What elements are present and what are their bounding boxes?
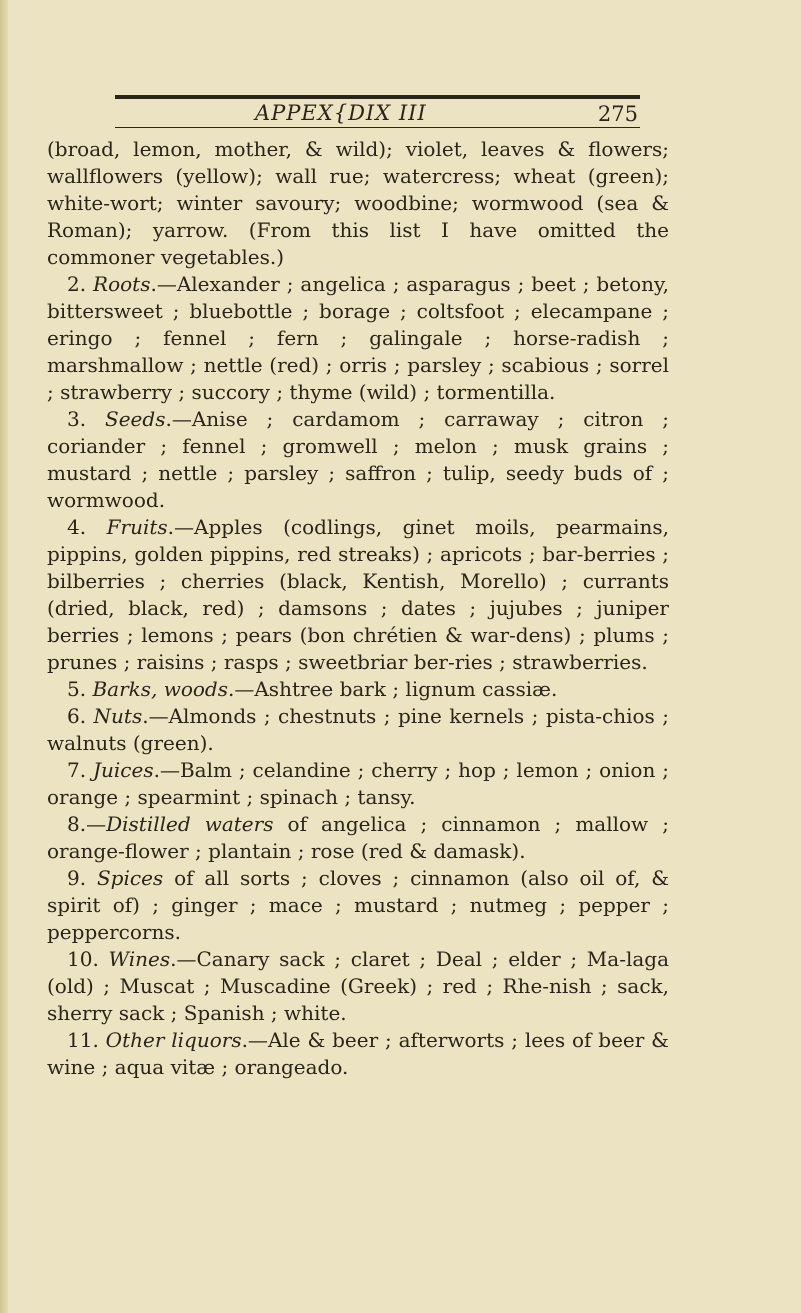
paragraph-seeds: 3. Seeds.—Anise ; cardamom ; carraway ; citron ; coriander ; fennel ; gromwell ; melon ; musk grains ; mustard ; nettle ; parsley ; saffron ; tulip, seedy buds of ; wormwood. bbox=[47, 407, 669, 512]
paragraph-spices: 9. Spices of all sorts ; cloves ; cinnamon (also oil of, & spirit of) ; ginger ; mace ; mustard ; nutmeg ; pepper ; peppercorns. bbox=[47, 866, 670, 944]
lead-seeds: Seeds bbox=[105, 407, 166, 431]
paragraph-juices: 7. Juices.—Balm ; celandine ; cherry ; hop ; lemon ; onion ; orange ; spearmint ; spinach ; tansy. bbox=[47, 758, 670, 809]
running-title: APPEX{DIX III bbox=[255, 101, 427, 125]
head-rule bbox=[115, 127, 640, 128]
lead-juices: Juices bbox=[93, 758, 154, 782]
page-number: 275 bbox=[597, 102, 638, 126]
lead-nuts: Nuts bbox=[93, 704, 143, 728]
lead-distilled: Distilled waters bbox=[106, 812, 274, 836]
lead-liquors: Other liquors bbox=[105, 1028, 242, 1052]
lead-roots: Roots bbox=[93, 272, 151, 296]
paragraph-continuation: (broad, lemon, mother, & wild); violet, leaves & flowers; wallflowers (yellow); wall rue; watercress; wheat (green); white-wort; winter savoury; woodbine; wormwood (sea & Roman); yarrow. (From this list I have omitted the commoner vegetables.) bbox=[47, 137, 669, 269]
lead-fruits: Fruits bbox=[106, 515, 168, 539]
lead-spices: Spices bbox=[96, 866, 164, 890]
body-text bbox=[47, 136, 669, 1081]
paragraph-roots: 2. Roots.—Alexander ; angelica ; asparagus ; beet ; betony, bittersweet ; bluebottle ; borage ; coltsfoot ; elecampane ; eringo ; fennel ; fern ; galingale ; horse-radish ; marshmallow ; nettle (red) ; orris ; parsley ; scabious ; sorrel ; strawberry ; succory ; thyme (wild) ; tormentilla. bbox=[47, 272, 670, 404]
lead-barks: Barks, woods bbox=[92, 677, 228, 701]
paragraph-wines: 10. Wines.—Canary sack ; claret ; Deal ; elder ; Ma-laga (old) ; Muscat ; Muscadine (Greek) ; red ; Rhe-nish ; sack, sherry sack ; Spanish ; white. bbox=[47, 947, 670, 1025]
running-head bbox=[115, 99, 640, 127]
paragraph-fruits: 4. Fruits.—Apples (codlings, ginet moils, pearmains, pippins, golden pippins, red streaks) ; apricots ; bar-berries ; bilberries ; cherries (black, Kentish, Morello) ; currants (dried, black, red) ; damsons ; dates ; jujubes ; juniper berries ; lemons ; pears (bon chrétien & war-dens) ; plums ; prunes ; raisins ; rasps ; sweetbriar ber-ries ; strawberries. bbox=[47, 515, 670, 674]
paragraph-liquors: 11. Other liquors.—Ale & beer ; afterworts ; lees of beer & wine ; aqua vitæ ; orangeado. bbox=[47, 1028, 669, 1079]
paragraph-barks: 5. Barks, woods.—Ashtree bark ; lignum cassiæ. bbox=[67, 677, 558, 701]
page-edge-shadow bbox=[0, 0, 8, 1313]
lead-wines: Wines bbox=[108, 947, 171, 971]
paragraph-nuts: 6. Nuts.—Almonds ; chestnuts ; pine kernels ; pista-chios ; walnuts (green). bbox=[47, 704, 669, 755]
paragraph-distilled: 8.—Distilled waters of angelica ; cinnamon ; mallow ; orange-flower ; plantain ; rose (red & damask). bbox=[47, 812, 669, 863]
